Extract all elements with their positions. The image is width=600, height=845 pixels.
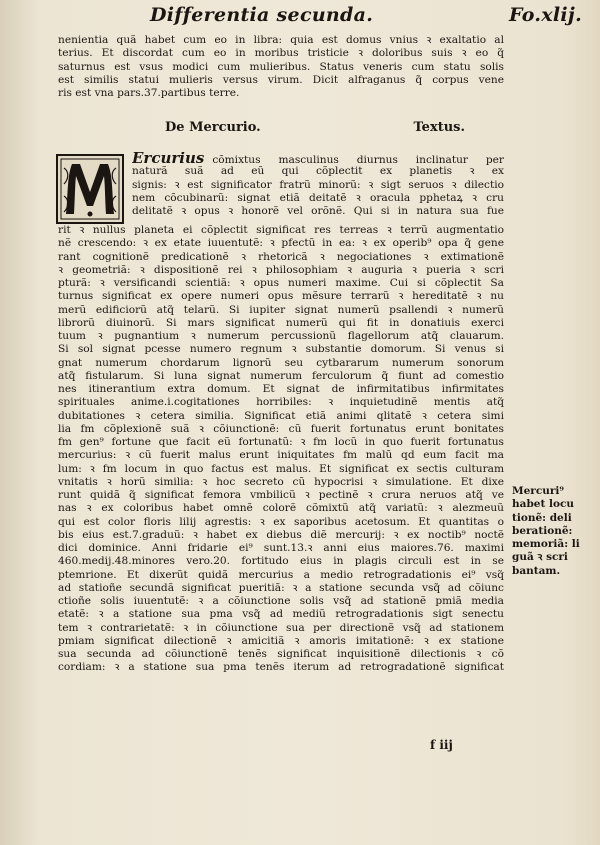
text-line: spirituales anime.i.cogitationes horribiles: ꝛ inquietudinẽ mentis atq̃ [58, 396, 504, 409]
text-line: etatẽ: ꝛ a statione sua pma vsq̃ ad mediũ retrogradationis sigt senectu [58, 608, 504, 621]
margin-line: bantam. [512, 564, 561, 577]
text-line: est similis statui mulieris versus virum. Dicit alfraganus q̃ corpus vene [58, 73, 504, 86]
text-line: nenientia quã habet cum eo in libra: quia est domus vnius ꝛ exaltatio al [58, 34, 504, 46]
text-line: ꝛ geometriã: ꝛ dispositionẽ rei ꝛ philosophiam ꝛ auguria ꝛ pueria ꝛ scri [58, 263, 504, 276]
initial-ornament-icon [58, 156, 122, 222]
text-line: nes itinerantium extra domum. Et signat de infirmitatibus infirmitates [58, 383, 504, 395]
text-line: dici dominice. Anni fridarie ei⁹ sunt.13.ꝛ anni eius maiores.76. maximi [58, 542, 504, 554]
folio-number: Fo.xlij. [508, 4, 582, 26]
text-line: tuum ꝛ pugnantium ꝛ numerum percussionũ flagellorum atq̃ clauarum. [58, 330, 504, 342]
margin-line: Mercuri⁹ [512, 485, 564, 497]
text-line: pmiam significat dilectionẽ ꝛ amicitiã ꝛ amoris imitationẽ: ꝛ ex statione [58, 634, 504, 647]
text-line: ctioñe solis iuuentutẽ: ꝛ a cõiunctione solis vsq̃ ad stationẽ pmiã media [58, 595, 504, 607]
margin-note [512, 485, 598, 578]
initial-word-rest: Ercurius [132, 152, 205, 166]
text-line: nem cõcubinarũ: signat etiã deitatẽ ꝛ oracula pphetaꝝ ꝛ cru [132, 191, 504, 204]
text-line: saturnus est vsus modici cum mulieribus. Status veneris cum statu solis [58, 60, 504, 73]
text-line: sua secunda ad cõiunctionẽ tenẽs significat inquisitionẽ dilectionis ꝛ cõ [58, 648, 504, 660]
text-line-content: cõmixtus masculinus diurnus inclinatur per [212, 154, 504, 166]
text-line: runt quidã q̃ significat femora vmbilicũ ꝛ pectinẽ ꝛ crura neruos atq̃ ve [58, 489, 504, 501]
text-line: turnus significat ex opere numeri opus mẽsure terrarũ ꝛ hereditatẽ ꝛ nu [58, 290, 504, 303]
body-text [58, 152, 504, 675]
text-line: ad statioñe secundã significat pueritiã: ꝛ a statione secunda vsq̃ ad cõiunc [58, 581, 504, 594]
text-line: cordiam: ꝛ a statione sua pma tenẽs iterum ad retrogradationẽ significat [58, 661, 504, 674]
margin-line: berationẽ: [512, 524, 573, 537]
text-line: pturã: ꝛ versificandi scientiã: ꝛ opus numeri maxime. Cui si cõplectit̃ Sa [58, 277, 504, 289]
decorated-initial [56, 154, 124, 224]
margin-line: guã ꝛ scri [512, 551, 568, 564]
text-line: nas ꝛ ex coloribus habet omnẽ colorẽ cõmixtũ atq̃ variatũ: ꝛ alezmeuũ [58, 502, 504, 515]
section-title: De Mercurio. [165, 120, 261, 135]
text-line: bis eius est.7.graduũ: ꝛ habet ex diebus diẽ mercurij: ꝛ ex noctib⁹ noctẽ [58, 528, 504, 541]
gathering-signature: f iij [430, 738, 453, 752]
text-line: librorũ diuinorũ. Si mars significat numerũ qui fit in donatiuis exerci [58, 316, 504, 329]
text-line: merũ edificiorũ atq̃ telarũ. Si iupiter signat numerũ psallendi ꝛ numerũ [58, 303, 504, 316]
intro-paragraph [58, 34, 504, 100]
text-line: tem ꝛ contrarietatẽ: ꝛ in cõiunctione sua per directionẽ vsq̃ ad stationem [58, 621, 504, 634]
margin-line: memoriã: li [512, 538, 580, 550]
text-line: dubitationes ꝛ cetera similia. Significat etiã animi qlitatẽ ꝛ cetera simi [58, 409, 504, 422]
text-line: atq̃ fistularum. Si luna signat numerum ferculorum q̃ fiunt ad comestio [58, 369, 504, 382]
text-line: mercurius: ꝛ cũ fuerit malus erunt iniquitates fm malũ qd̃ eum facit ma [58, 449, 504, 462]
text-line: naturã suã ad eũ qui cõplectit̃ ex planetis ꝛ ex [132, 165, 504, 178]
opening-lines [132, 152, 504, 218]
body-lines [58, 224, 504, 675]
text-line: rant cognitionẽ predicationẽ ꝛ rhetoricã ꝛ negociationes ꝛ extimationẽ [58, 250, 504, 263]
margin-line: tionẽ: deli [512, 511, 572, 524]
text-line: ptemrione. Et dixerũt quidã mercurius a medio retrogradationis ei⁹ vsq̃ [58, 568, 504, 581]
text-line: lum: ꝛ fm locum in quo factus est malus. Et significat ex sectis culturam [58, 462, 504, 475]
text-line: signis: ꝛ est significator fratrũ minorũ: ꝛ sigt seruos ꝛ dilectio [132, 178, 504, 191]
section-label: Textus. [413, 120, 465, 135]
section-heading [165, 120, 465, 136]
text-line: vnitatis ꝛ horũ similia: ꝛ hoc secreto cũ hypocrisi ꝛ simulatione. Et dixe [58, 475, 504, 488]
text-line: fm gen⁹ fortune que facit eũ fortunatũ: ꝛ fm locũ in quo fuerit fortunatus [58, 436, 504, 448]
text-line: rit ꝛ nullus planeta ei cõplectit̃ significat res terreas ꝛ terrũ augmentatio [58, 224, 504, 236]
running-head [150, 4, 582, 28]
text-line: Si sol signat pcesse numero regnum ꝛ substantie domorum. Si venus si [58, 343, 504, 356]
text-line [132, 152, 504, 165]
text-line: delitatẽ ꝛ opus ꝛ honorẽ vel orõnẽ. Qui si in natura sua fue [132, 205, 504, 217]
text-line: nẽ crescendo: ꝛ ex etate iuuentutẽ: ꝛ pfectũ in ea: ꝛ ex operib⁹ opa q̃ gene [58, 237, 504, 250]
margin-line: habet locu [512, 498, 574, 511]
text-line: qui est color floris lilij agrestis: ꝛ ex saporibus acetosum. Et quantitas o [58, 515, 504, 528]
text-line: lia fm cõplexionẽ suã ꝛ cõiunctionẽ: cũ fuerit fortunatus erunt bonitates [58, 422, 504, 435]
text-line: gnat numerum chordarum lignorũ seu cytbararum numerum sonorum [58, 356, 504, 369]
chapter-title: Differentia secunda. [150, 4, 374, 26]
text-line: ris est vna pars.37.partibus terre. [58, 87, 240, 99]
text-line: terius. Et discordat cum eo in moribus tristicie ꝛ doloribus suis ꝛ eo q̃ [58, 47, 504, 60]
text-line: 460.medij.48.minores vero.20. fortitudo eius in plagis circuli est in se [58, 555, 504, 568]
